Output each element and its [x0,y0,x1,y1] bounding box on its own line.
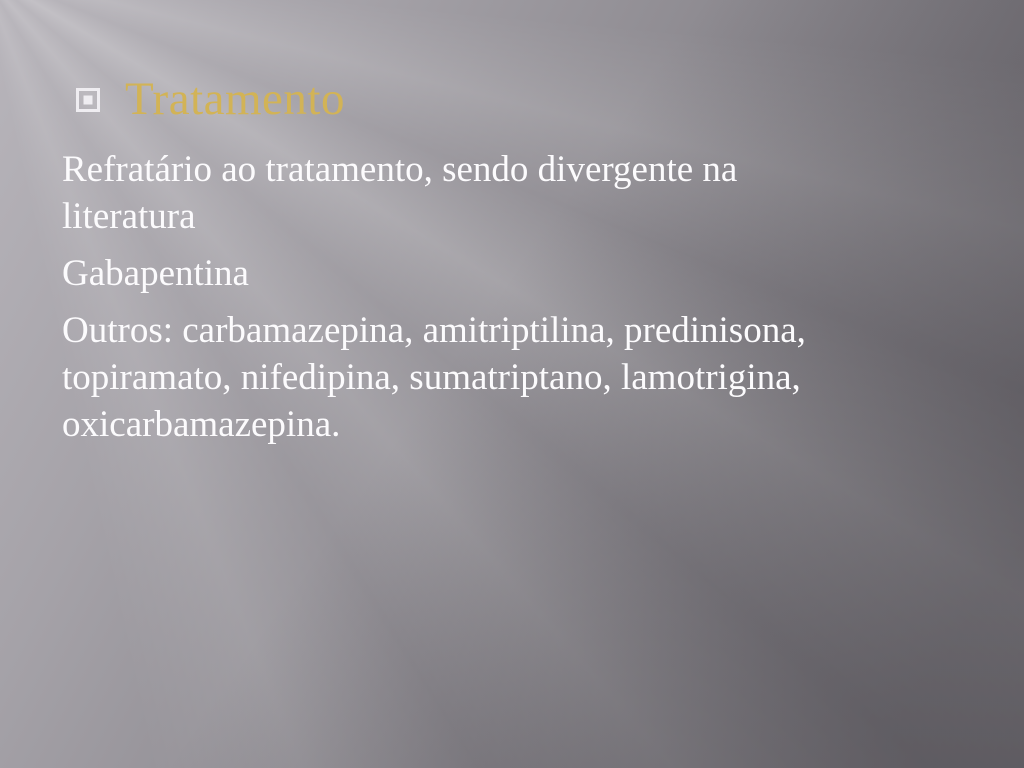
paragraph-line: topiramato, nifedipina, sumatriptano, lamotrigina, [62,357,801,398]
paragraph-line: Gabapentina [62,253,249,294]
slide-title: Tratamento [125,73,345,125]
slide-title-row [76,73,345,125]
paragraph-outros [62,307,972,448]
square-bullet-icon [76,88,100,112]
slide-body [62,146,972,458]
paragraph-refratario [62,146,972,240]
paragraph-line: oxicarbamazepina. [62,404,341,445]
paragraph-line: Outros: carbamazepina, amitriptilina, predinisona, [62,310,806,351]
paragraph-line: literatura [62,196,196,237]
paragraph-line: Refratário ao tratamento, sendo divergente na [62,149,738,190]
paragraph-gabapentina [62,250,972,297]
